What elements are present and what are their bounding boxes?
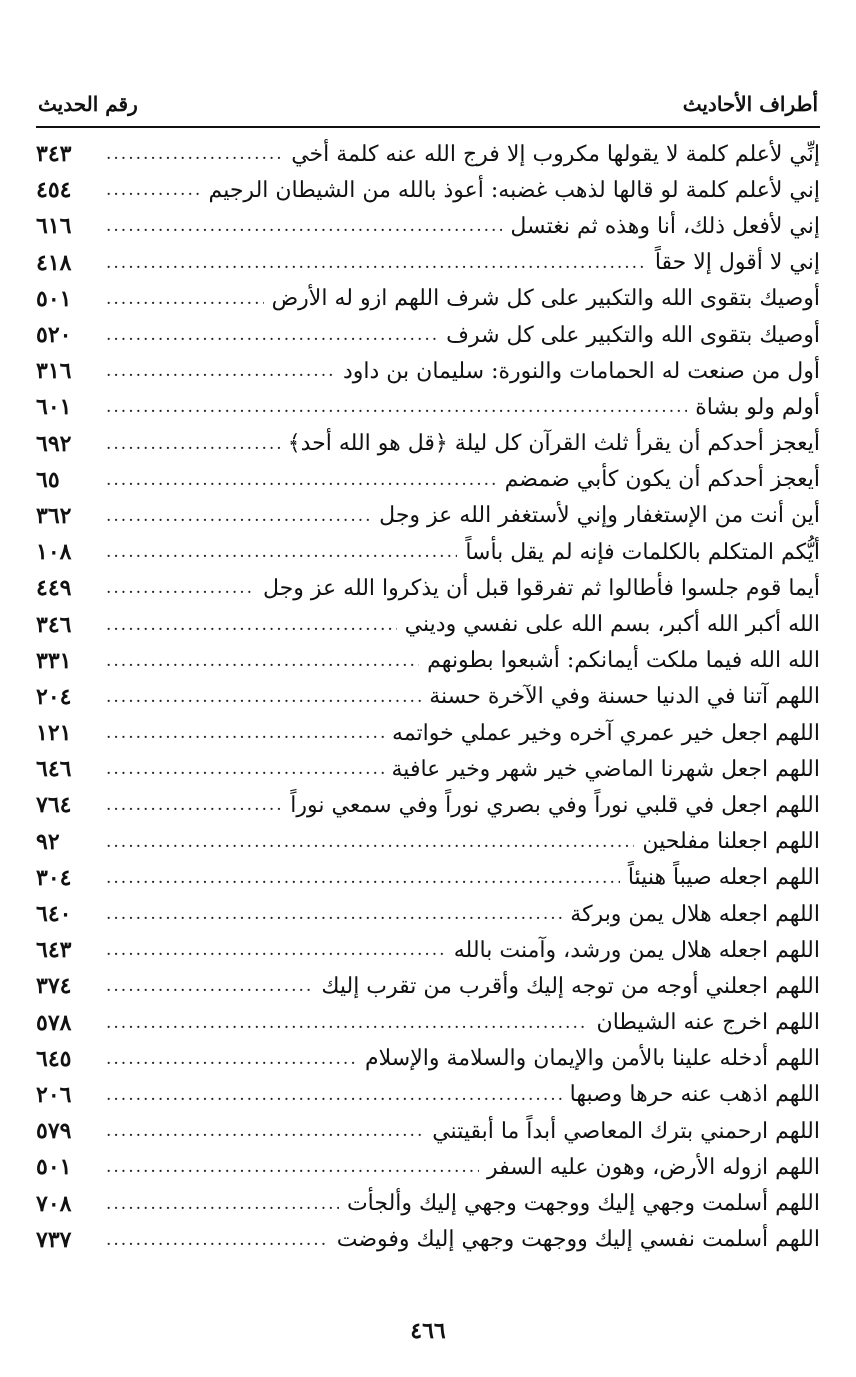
entry-hadith-number: ٥٢٠ bbox=[36, 322, 72, 349]
dot-leader bbox=[106, 1049, 357, 1069]
entry-text: الله الله فيما ملكت أيمانكم: أشبعوا بطونهم bbox=[427, 648, 820, 674]
entry-text: اللهم اجعلنا مفلحين bbox=[642, 829, 820, 855]
entry-text: أوصيك بتقوى الله والتكبير على كل شرف اللهم ازو له الأرض bbox=[271, 286, 820, 312]
dot-leader bbox=[106, 1230, 329, 1250]
dot-leader bbox=[106, 723, 384, 743]
running-header bbox=[36, 92, 820, 128]
index-entry bbox=[36, 426, 820, 462]
entry-text: اللهم اجعلني أوجه من توجه إليك وأقرب من تقرب إليك bbox=[321, 973, 820, 999]
index-entry bbox=[36, 751, 820, 787]
entry-text: أولم ولو بشاة bbox=[695, 394, 820, 420]
dot-leader bbox=[106, 289, 264, 309]
entry-hadith-number: ٢٠٦ bbox=[36, 1081, 72, 1108]
dot-leader bbox=[106, 470, 497, 490]
entry-hadith-number: ٣٤٣ bbox=[36, 141, 72, 168]
entry-hadith-number: ٦٤٠ bbox=[36, 901, 72, 928]
entry-hadith-number: ٦٤٦ bbox=[36, 756, 72, 783]
index-entry bbox=[36, 824, 820, 860]
index-entry bbox=[36, 643, 820, 679]
dot-leader bbox=[106, 434, 280, 454]
entry-hadith-number: ٦١٦ bbox=[36, 213, 72, 240]
entry-text: أوصيك بتقوى الله والتكبير على كل شرف bbox=[446, 322, 820, 348]
entry-hadith-number: ٤٥٤ bbox=[36, 177, 72, 204]
index-entry bbox=[36, 896, 820, 932]
dot-leader bbox=[106, 1013, 589, 1033]
entry-hadith-number: ٥٠١ bbox=[36, 1154, 72, 1181]
entry-text: أيعجز أحدكم أن يقرأ ثلث القرآن كل ليلة ﴿قل هو الله أحد﴾ bbox=[287, 431, 820, 457]
index-entry bbox=[36, 208, 820, 244]
entry-text: اللهم أدخله علينا بالأمن والإيمان والسلامة والإسلام bbox=[365, 1046, 820, 1072]
dot-leader bbox=[106, 325, 438, 345]
dot-leader bbox=[106, 868, 620, 888]
dot-leader bbox=[106, 1085, 562, 1105]
header-column-label: رقم الحديث bbox=[38, 92, 138, 116]
index-entry bbox=[36, 1077, 820, 1113]
index-entry bbox=[36, 1005, 820, 1041]
entry-text: إنِّي لأعلم كلمة لا يقولها مكروب إلا فرج الله عنه كلمة أخي bbox=[291, 141, 820, 167]
entry-hadith-number: ٥٧٩ bbox=[36, 1118, 72, 1145]
index-entry bbox=[36, 1222, 820, 1258]
entry-text: اللهم أسلمت وجهي إليك ووجهت وجهي إليك وألجأت bbox=[346, 1191, 820, 1217]
entry-hadith-number: ٦٥ bbox=[36, 466, 60, 493]
entry-hadith-number: ٣٦٢ bbox=[36, 502, 72, 529]
entry-text: الله أكبر الله أكبر، بسم الله على نفسي وديني bbox=[404, 612, 820, 638]
dot-leader bbox=[106, 361, 335, 381]
entry-text: اللهم اجعله هلال يمن ورشد، وآمنت بالله bbox=[453, 937, 820, 963]
index-entry bbox=[36, 498, 820, 534]
dot-leader bbox=[106, 904, 562, 924]
entry-text: اللهم اجعل شهرنا الماضي خير شهر وخير عافية bbox=[391, 756, 820, 782]
dot-leader bbox=[106, 1157, 479, 1177]
entry-hadith-number: ٧٠٨ bbox=[36, 1190, 72, 1217]
entry-hadith-number: ٦٩٢ bbox=[36, 430, 72, 457]
index-entry bbox=[36, 968, 820, 1004]
entry-hadith-number: ١٠٨ bbox=[36, 539, 72, 566]
index-entry bbox=[36, 1113, 820, 1149]
entry-hadith-number: ٥٠١ bbox=[36, 285, 72, 312]
index-entry bbox=[36, 787, 820, 823]
entry-text: اللهم اجعل في قلبي نوراً وفي بصري نوراً وفي سمعي نوراً bbox=[290, 792, 820, 818]
index-entry bbox=[36, 1041, 820, 1077]
index-entry bbox=[36, 1185, 820, 1221]
dot-leader bbox=[106, 542, 457, 562]
entry-hadith-number: ١٢١ bbox=[36, 720, 72, 747]
index-entry bbox=[36, 606, 820, 642]
entry-hadith-number: ٧٣٧ bbox=[36, 1226, 72, 1253]
entry-text: اللهم اخرج عنه الشيطان bbox=[596, 1010, 820, 1036]
entry-text: اللهم ارحمني بترك المعاصي أبداً ما أبقيتني bbox=[432, 1118, 820, 1144]
dot-leader bbox=[106, 795, 282, 815]
dot-leader bbox=[106, 1121, 424, 1141]
entry-hadith-number: ٣١٦ bbox=[36, 358, 72, 385]
index-entry bbox=[36, 462, 820, 498]
index-entry bbox=[36, 136, 820, 172]
index-entry bbox=[36, 534, 820, 570]
entry-hadith-number: ٦٠١ bbox=[36, 394, 72, 421]
index-entry bbox=[36, 353, 820, 389]
index-entry bbox=[36, 317, 820, 353]
dot-leader bbox=[106, 253, 647, 273]
dot-leader bbox=[106, 397, 687, 417]
entry-hadith-number: ٧٦٤ bbox=[36, 792, 72, 819]
entry-hadith-number: ٥٧٨ bbox=[36, 1009, 72, 1036]
entry-hadith-number: ٢٠٤ bbox=[36, 683, 72, 710]
dot-leader bbox=[106, 216, 502, 236]
entry-text: اللهم ازوله الأرض، وهون عليه السفر bbox=[487, 1154, 820, 1180]
index-entry bbox=[36, 245, 820, 281]
index-entry bbox=[36, 570, 820, 606]
index-entry bbox=[36, 932, 820, 968]
dot-leader bbox=[106, 832, 634, 852]
entry-hadith-number: ٦٤٣ bbox=[36, 937, 72, 964]
entry-text: إني لا أقول إلا حقاً bbox=[654, 250, 820, 276]
dot-leader bbox=[106, 506, 371, 526]
entry-text: أين أنت من الإستغفار وإني لأستغفر الله عز وجل bbox=[379, 503, 820, 529]
entry-text: اللهم أسلمت نفسي إليك ووجهت وجهي إليك وفوضت bbox=[336, 1227, 820, 1253]
index-entries bbox=[36, 136, 820, 1258]
index-entry bbox=[36, 281, 820, 317]
dot-leader bbox=[106, 180, 201, 200]
dot-leader bbox=[106, 687, 421, 707]
dot-leader bbox=[106, 578, 255, 598]
entry-hadith-number: ٩٢ bbox=[36, 828, 60, 855]
entry-hadith-number: ٣٣١ bbox=[36, 647, 72, 674]
entry-text: إني لأعلم كلمة لو قالها لذهب غضبه: أعوذ بالله من الشيطان الرجيم bbox=[208, 177, 820, 203]
dot-leader bbox=[106, 759, 384, 779]
entry-text: اللهم اجعله صيباً هنيئاً bbox=[627, 865, 820, 891]
entry-text: اللهم آتنا في الدنيا حسنة وفي الآخرة حسنة bbox=[429, 684, 820, 710]
entry-text: أيعجز أحدكم أن يكون كأبي ضمضم bbox=[504, 467, 820, 493]
header-title: أطراف الأحاديث bbox=[682, 92, 818, 116]
entry-hadith-number: ٣٧٤ bbox=[36, 973, 72, 1000]
index-entry bbox=[36, 860, 820, 896]
entry-hadith-number: ٤١٨ bbox=[36, 249, 72, 276]
index-entry bbox=[36, 715, 820, 751]
index-entry bbox=[36, 679, 820, 715]
dot-leader bbox=[106, 144, 283, 164]
dot-leader bbox=[106, 940, 446, 960]
index-entry bbox=[36, 1149, 820, 1185]
entry-hadith-number: ٤٤٩ bbox=[36, 575, 72, 602]
entry-text: اللهم اذهب عنه حرها وصبها bbox=[569, 1082, 820, 1108]
entry-text: اللهم اجعله هلال يمن وبركة bbox=[570, 901, 820, 927]
dot-leader bbox=[106, 615, 397, 635]
entry-hadith-number: ٦٤٥ bbox=[36, 1045, 72, 1072]
dot-leader bbox=[106, 651, 419, 671]
index-entry bbox=[36, 172, 820, 208]
page-number: ٤٦٦ bbox=[410, 1318, 446, 1344]
index-entry bbox=[36, 389, 820, 425]
entry-text: اللهم اجعل خير عمري آخره وخير عملي خواتمه bbox=[392, 720, 820, 746]
dot-leader bbox=[106, 1194, 339, 1214]
entry-text: أيُّكم المتكلم بالكلمات فإنه لم يقل بأساً bbox=[465, 539, 820, 565]
entry-text: أيما قوم جلسوا فأطالوا ثم تفرقوا قبل أن يذكروا الله عز وجل bbox=[263, 575, 820, 601]
entry-hadith-number: ٣٠٤ bbox=[36, 864, 72, 891]
entry-text: إني لأفعل ذلك، أنا وهذه ثم نغتسل bbox=[510, 213, 820, 239]
dot-leader bbox=[106, 976, 313, 996]
entry-text: أول من صنعت له الحمامات والنورة: سليمان بن داود bbox=[342, 358, 820, 384]
entry-hadith-number: ٣٤٦ bbox=[36, 611, 72, 638]
